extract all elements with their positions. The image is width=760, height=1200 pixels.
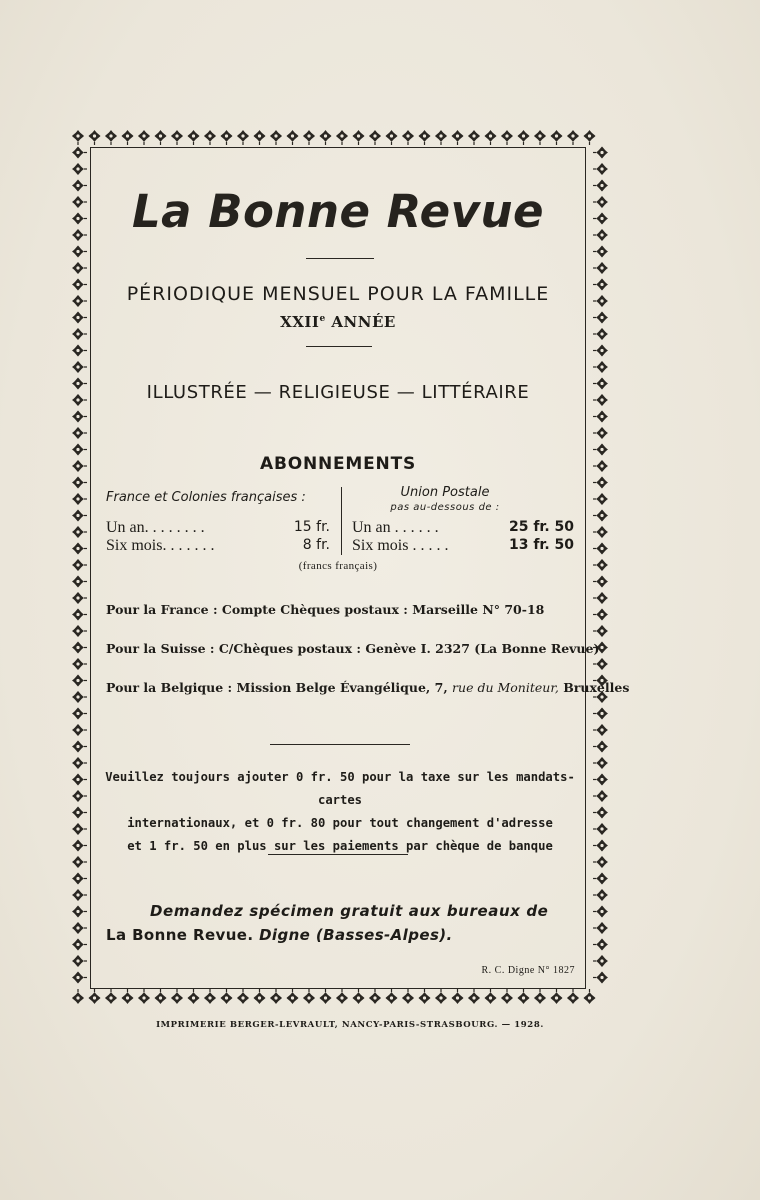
year-ordinal: e (319, 314, 326, 324)
france-six-price: 8 fr. (302, 537, 330, 553)
payment-france-text: Pour la France : Compte Chèques postaux : Marseille N° 70-18 (106, 602, 545, 617)
journal-year (90, 313, 586, 331)
payment-switzerland-text: Pour la Suisse : C/Chèques postaux : Genève I. 2327 (La Bonne Revue) (106, 641, 600, 656)
france-six-label: Six mois. . . . . . . (106, 537, 215, 554)
union-subheading: pas au-dessous de : (390, 502, 500, 513)
payment-divider (270, 744, 410, 745)
payment-belgium-text: Pour la Belgique : Mission Belge Évangélique, 7, (106, 680, 453, 695)
printer-imprint: IMPRIMERIE BERGER-LEVRAULT, NANCY-PARIS-STRASBOURG. — 1928. (156, 1020, 544, 1030)
payment-belgium (106, 680, 630, 695)
union-row-year (352, 519, 574, 537)
title-divider (306, 258, 374, 259)
notice-divider (268, 854, 408, 855)
subtitle-divider (306, 346, 372, 347)
france-year-price: 15 fr. (293, 519, 330, 535)
specimen-line-2 (106, 926, 566, 944)
journal-title: La Bonne Revue (132, 185, 544, 238)
fees-notice-line: internationaux, et 0 fr. 80 pour tout changement d'adresse (127, 816, 553, 830)
union-six-label: Six mois . . . . . (352, 537, 449, 554)
france-heading: France et Colonies françaises : (106, 490, 306, 505)
year-label: ANNÉE (325, 313, 396, 331)
union-year-price: 25 fr. 50 (508, 519, 574, 535)
specimen-line-1: Demandez spécimen gratuit aux bureaux de (150, 902, 549, 920)
union-six-price: 13 fr. 50 (508, 537, 574, 553)
france-year-label: Un an. . . . . . . . (106, 519, 205, 536)
union-year-label: Un an . . . . . . (352, 519, 439, 536)
subscriptions-heading: ABONNEMENTS (259, 454, 417, 474)
fees-notice (100, 766, 580, 858)
fees-notice-line: Veuillez toujours ajouter 0 fr. 50 pour la taxe sur les mandats-cartes (105, 770, 575, 807)
journal-subtitle: PÉRIODIQUE MENSUEL POUR LA FAMILLE (126, 283, 550, 305)
currency-note: (francs français) (298, 560, 378, 572)
france-row-year (106, 519, 330, 537)
payment-belgium-street: rue du Moniteur, (452, 680, 559, 695)
union-row-six-months (352, 537, 574, 555)
payment-france (106, 602, 582, 617)
payment-switzerland (106, 641, 600, 656)
union-heading: Union Postale (400, 485, 490, 500)
year-number: XXII (280, 313, 320, 331)
specimen-address: Digne (Basses-Alpes). (259, 926, 453, 944)
payment-belgium-city: Bruxelles (558, 680, 630, 695)
journal-themes: ILLUSTRÉE — RELIGIEUSE — LITTÉRAIRE (146, 382, 530, 403)
fees-notice-line: et 1 fr. 50 en plus sur les paiements par chèque de banque (127, 839, 553, 853)
registration-number: R. C. Digne N° 1827 (481, 965, 575, 976)
specimen-journal-name: La Bonne Revue. (106, 926, 260, 944)
column-divider (341, 487, 342, 555)
france-row-six-months (106, 537, 330, 555)
